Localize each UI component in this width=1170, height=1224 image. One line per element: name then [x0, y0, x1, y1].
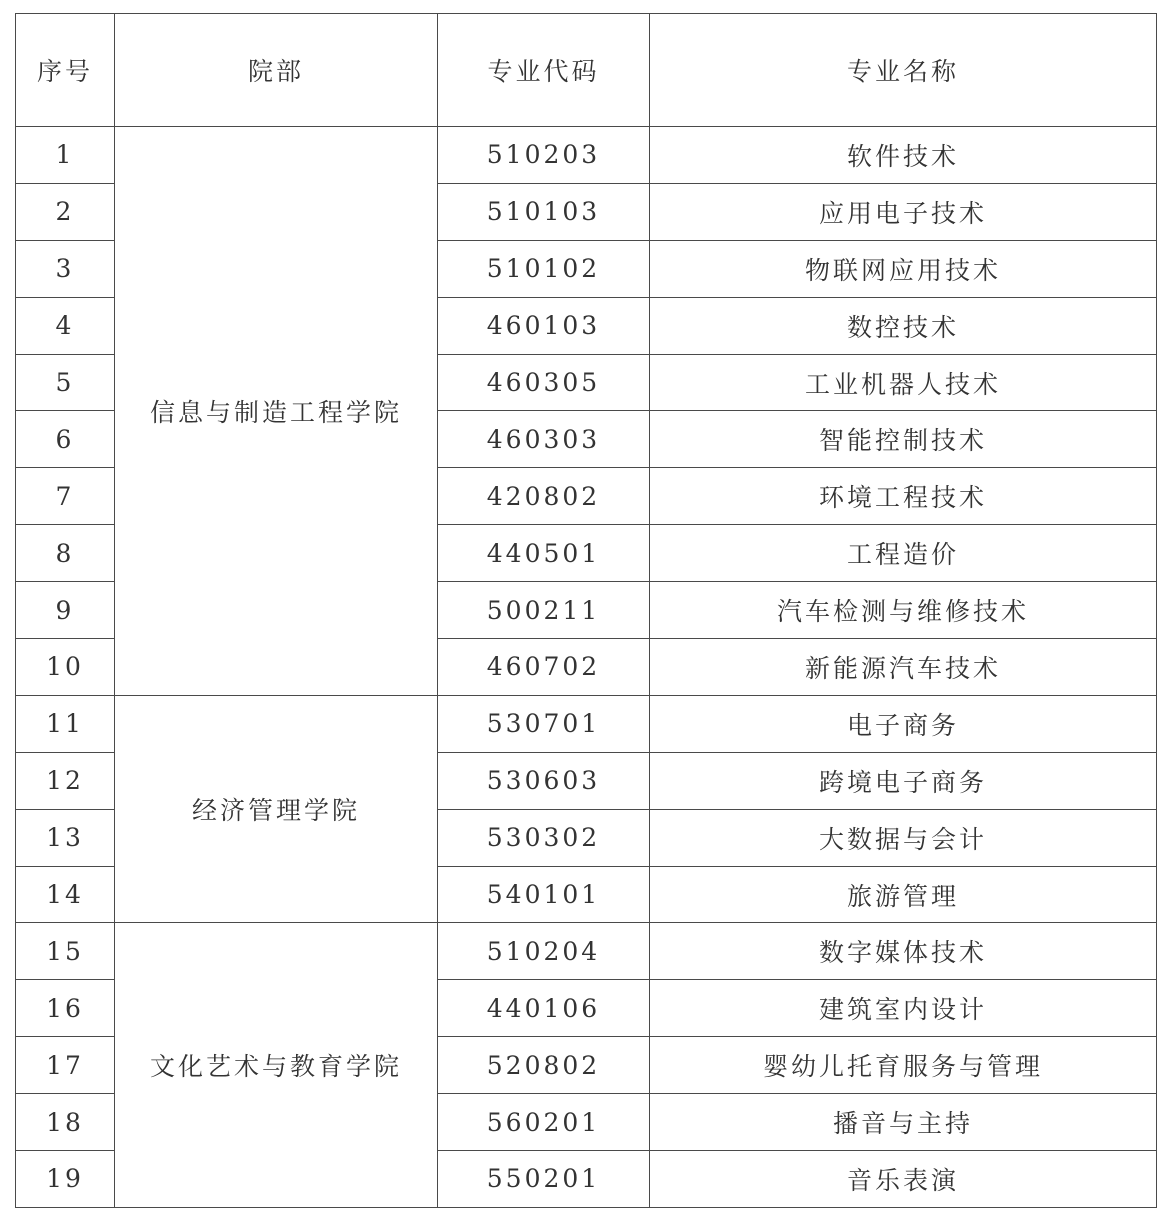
- major-code: 460702: [438, 639, 650, 696]
- major-name: 环境工程技术: [650, 468, 1157, 525]
- row-index: 16: [16, 980, 115, 1037]
- row-index: 3: [16, 240, 115, 297]
- major-code: 440501: [438, 525, 650, 582]
- row-index: 11: [16, 695, 115, 752]
- row-index: 8: [16, 525, 115, 582]
- table-row: [16, 695, 1157, 752]
- table-row: [16, 127, 1157, 184]
- row-index: 12: [16, 752, 115, 809]
- major-name: 跨境电子商务: [650, 752, 1157, 809]
- major-code: 510102: [438, 240, 650, 297]
- major-code: 460303: [438, 411, 650, 468]
- major-code: 460305: [438, 354, 650, 411]
- department-cell: 信息与制造工程学院: [115, 127, 438, 696]
- header-index: 序号: [16, 14, 115, 127]
- major-name: 音乐表演: [650, 1151, 1157, 1208]
- major-name: 应用电子技术: [650, 183, 1157, 240]
- major-name: 新能源汽车技术: [650, 639, 1157, 696]
- department-cell: 文化艺术与教育学院: [115, 923, 438, 1207]
- row-index: 14: [16, 866, 115, 923]
- major-name: 汽车检测与维修技术: [650, 582, 1157, 639]
- row-index: 5: [16, 354, 115, 411]
- major-code: 510203: [438, 127, 650, 184]
- row-index: 2: [16, 183, 115, 240]
- row-index: 10: [16, 639, 115, 696]
- major-code: 420802: [438, 468, 650, 525]
- major-name: 播音与主持: [650, 1094, 1157, 1151]
- major-name: 旅游管理: [650, 866, 1157, 923]
- major-code: 460103: [438, 297, 650, 354]
- major-code: 550201: [438, 1151, 650, 1208]
- row-index: 9: [16, 582, 115, 639]
- major-code: 440106: [438, 980, 650, 1037]
- header-row: [16, 14, 1157, 127]
- table-row: [16, 923, 1157, 980]
- header-name: 专业名称: [650, 14, 1157, 127]
- department-cell: 经济管理学院: [115, 695, 438, 923]
- row-index: 4: [16, 297, 115, 354]
- row-index: 6: [16, 411, 115, 468]
- major-name: 数控技术: [650, 297, 1157, 354]
- major-name: 工业机器人技术: [650, 354, 1157, 411]
- row-index: 1: [16, 127, 115, 184]
- row-index: 13: [16, 809, 115, 866]
- header-code: 专业代码: [438, 14, 650, 127]
- major-code: 530701: [438, 695, 650, 752]
- major-code: 510204: [438, 923, 650, 980]
- major-code: 560201: [438, 1094, 650, 1151]
- major-code: 520802: [438, 1037, 650, 1094]
- major-name: 大数据与会计: [650, 809, 1157, 866]
- major-name: 智能控制技术: [650, 411, 1157, 468]
- major-code: 540101: [438, 866, 650, 923]
- major-name: 建筑室内设计: [650, 980, 1157, 1037]
- row-index: 7: [16, 468, 115, 525]
- major-code: 510103: [438, 183, 650, 240]
- major-code: 500211: [438, 582, 650, 639]
- major-name: 电子商务: [650, 695, 1157, 752]
- major-name: 婴幼儿托育服务与管理: [650, 1037, 1157, 1094]
- major-code: 530302: [438, 809, 650, 866]
- row-index: 15: [16, 923, 115, 980]
- header-department: 院部: [115, 14, 438, 127]
- major-name: 物联网应用技术: [650, 240, 1157, 297]
- major-name: 工程造价: [650, 525, 1157, 582]
- row-index: 18: [16, 1094, 115, 1151]
- row-index: 19: [16, 1151, 115, 1208]
- majors-table: [15, 13, 1157, 1208]
- major-name: 数字媒体技术: [650, 923, 1157, 980]
- major-code: 530603: [438, 752, 650, 809]
- row-index: 17: [16, 1037, 115, 1094]
- major-name: 软件技术: [650, 127, 1157, 184]
